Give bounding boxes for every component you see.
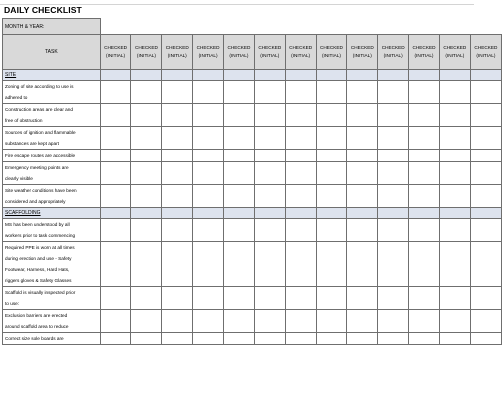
task-label <box>3 219 101 242</box>
checked-initial-header <box>285 35 316 70</box>
check-cell[interactable] <box>193 104 224 127</box>
task-text-line: around scaffold area to reduce <box>5 324 69 329</box>
check-cell[interactable] <box>316 333 347 345</box>
checked-initial-header <box>409 35 440 70</box>
check-cell[interactable] <box>100 150 131 162</box>
task-row <box>3 185 502 208</box>
header-row <box>3 35 502 70</box>
section-cell <box>409 70 440 81</box>
check-cell[interactable] <box>470 162 501 185</box>
check-cell[interactable] <box>254 219 285 242</box>
initial-label: (INITIAL) <box>167 53 187 58</box>
checked-label: CHECKED <box>258 45 282 50</box>
check-cell[interactable] <box>409 104 440 127</box>
checked-label: CHECKED <box>474 45 498 50</box>
check-cell[interactable] <box>285 104 316 127</box>
initial-label: (INITIAL) <box>445 53 465 58</box>
checked-initial-header <box>193 35 224 70</box>
check-cell[interactable] <box>378 127 409 150</box>
task-text-line: adhered to <box>5 95 28 100</box>
checked-initial-header <box>378 35 409 70</box>
checked-initial-header <box>316 35 347 70</box>
check-cell[interactable] <box>439 104 470 127</box>
section-row <box>3 70 502 81</box>
check-cell[interactable] <box>347 162 378 185</box>
section-cell <box>162 70 193 81</box>
check-cell[interactable] <box>285 127 316 150</box>
check-cell[interactable] <box>439 185 470 208</box>
check-cell[interactable] <box>439 310 470 333</box>
check-cell[interactable] <box>439 242 470 287</box>
check-cell[interactable] <box>162 242 193 287</box>
initial-label: (INITIAL) <box>291 53 311 58</box>
check-cell[interactable] <box>285 81 316 104</box>
check-cell[interactable] <box>285 333 316 345</box>
check-cell[interactable] <box>378 219 409 242</box>
task-text-line: Construction areas are clear and <box>5 107 74 112</box>
task-label <box>3 162 101 185</box>
check-cell[interactable] <box>409 287 440 310</box>
check-cell[interactable] <box>378 310 409 333</box>
checked-initial-header <box>131 35 162 70</box>
check-cell[interactable] <box>347 150 378 162</box>
check-cell[interactable] <box>439 287 470 310</box>
task-text-line: free of obstruction <box>5 118 43 123</box>
initial-label: (INITIAL) <box>260 53 280 58</box>
check-cell[interactable] <box>193 219 224 242</box>
check-cell[interactable] <box>439 81 470 104</box>
check-cell[interactable] <box>224 150 255 162</box>
section-cell <box>254 208 285 219</box>
task-text-line: Exclusion barriers are erected <box>5 313 68 318</box>
check-cell[interactable] <box>162 127 193 150</box>
checked-label: CHECKED <box>134 45 158 50</box>
check-cell[interactable] <box>100 185 131 208</box>
month-year-value-cell[interactable] <box>100 19 501 35</box>
task-text-line: considered and appropriately <box>5 199 66 204</box>
section-cell <box>347 70 378 81</box>
check-cell[interactable] <box>224 287 255 310</box>
check-cell[interactable] <box>254 185 285 208</box>
task-label <box>3 104 101 127</box>
check-cell[interactable] <box>193 162 224 185</box>
task-text-line: riggers gloves & Safety Glasses <box>5 278 72 283</box>
check-cell[interactable] <box>224 104 255 127</box>
check-cell[interactable] <box>224 333 255 345</box>
task-label <box>3 287 101 310</box>
section-cell <box>100 70 131 81</box>
checked-label: CHECKED <box>104 45 128 50</box>
task-label <box>3 185 101 208</box>
check-cell[interactable] <box>254 81 285 104</box>
check-cell[interactable] <box>409 242 440 287</box>
month-year-row <box>3 19 502 35</box>
task-text-line: MS has been understood by all <box>5 222 70 227</box>
section-cell <box>470 208 501 219</box>
month-year-label: MONTH & YEAR: <box>3 19 101 35</box>
check-cell[interactable] <box>470 104 501 127</box>
checked-label: CHECKED <box>165 45 189 50</box>
check-cell[interactable] <box>285 162 316 185</box>
check-cell[interactable] <box>347 104 378 127</box>
check-cell[interactable] <box>162 219 193 242</box>
section-cell <box>162 208 193 219</box>
check-cell[interactable] <box>254 310 285 333</box>
checked-initial-header <box>100 35 131 70</box>
check-cell[interactable] <box>316 81 347 104</box>
section-cell <box>409 208 440 219</box>
check-cell[interactable] <box>347 287 378 310</box>
checked-initial-header <box>439 35 470 70</box>
check-cell[interactable] <box>378 150 409 162</box>
task-text-line: substances are kept apart <box>5 141 59 146</box>
check-cell[interactable] <box>316 150 347 162</box>
check-cell[interactable] <box>316 127 347 150</box>
check-cell[interactable] <box>285 219 316 242</box>
checked-initial-header <box>224 35 255 70</box>
check-cell[interactable] <box>378 242 409 287</box>
check-cell[interactable] <box>409 127 440 150</box>
check-cell[interactable] <box>224 185 255 208</box>
task-text-line: Required PPE is worn at all times <box>5 245 75 250</box>
check-cell[interactable] <box>316 104 347 127</box>
check-cell[interactable] <box>254 127 285 150</box>
checked-initial-header <box>470 35 501 70</box>
check-cell[interactable] <box>193 127 224 150</box>
check-cell[interactable] <box>100 81 131 104</box>
check-cell[interactable] <box>378 162 409 185</box>
task-row <box>3 104 502 127</box>
check-cell[interactable] <box>470 310 501 333</box>
task-row <box>3 310 502 333</box>
section-cell <box>131 208 162 219</box>
check-cell[interactable] <box>409 185 440 208</box>
check-cell[interactable] <box>409 310 440 333</box>
checked-label: CHECKED <box>443 45 467 50</box>
checked-label: CHECKED <box>350 45 374 50</box>
check-cell[interactable] <box>100 219 131 242</box>
check-cell[interactable] <box>378 287 409 310</box>
checked-initial-header <box>162 35 193 70</box>
task-label <box>3 242 101 287</box>
section-cell <box>378 208 409 219</box>
check-cell[interactable] <box>224 242 255 287</box>
check-cell[interactable] <box>254 104 285 127</box>
check-cell[interactable] <box>439 162 470 185</box>
check-cell[interactable] <box>470 242 501 287</box>
section-cell <box>378 70 409 81</box>
task-text-line: to use: <box>5 301 20 306</box>
check-cell[interactable] <box>131 104 162 127</box>
check-cell[interactable] <box>193 81 224 104</box>
check-cell[interactable] <box>162 162 193 185</box>
check-cell[interactable] <box>100 104 131 127</box>
check-cell[interactable] <box>193 333 224 345</box>
check-cell[interactable] <box>316 287 347 310</box>
task-text-line: Zoning of site according to use is <box>5 84 74 89</box>
task-text-line: Correct size sole boards are <box>5 336 64 341</box>
check-cell[interactable] <box>254 150 285 162</box>
section-cell <box>439 208 470 219</box>
task-text-line: Site weather conditions have been <box>5 188 77 193</box>
check-cell[interactable] <box>100 127 131 150</box>
initial-label: (INITIAL) <box>229 53 249 58</box>
check-cell[interactable] <box>131 242 162 287</box>
task-label <box>3 310 101 333</box>
check-cell[interactable] <box>378 185 409 208</box>
check-cell[interactable] <box>224 162 255 185</box>
task-row <box>3 81 502 104</box>
check-cell[interactable] <box>470 185 501 208</box>
initial-label: (INITIAL) <box>198 53 218 58</box>
checked-label: CHECKED <box>320 45 343 50</box>
task-row <box>3 242 502 287</box>
initial-label: (INITIAL) <box>476 53 496 58</box>
initial-label: (INITIAL) <box>414 53 434 58</box>
check-cell[interactable] <box>131 150 162 162</box>
initial-label: (INITIAL) <box>321 53 341 58</box>
task-text-line: Emergency meeting points are <box>5 165 69 170</box>
check-cell[interactable] <box>347 127 378 150</box>
task-row <box>3 162 502 185</box>
task-label <box>3 333 101 345</box>
check-cell[interactable] <box>254 287 285 310</box>
check-cell[interactable] <box>470 81 501 104</box>
initial-label: (INITIAL) <box>136 53 156 58</box>
section-cell <box>347 208 378 219</box>
check-cell[interactable] <box>470 333 501 345</box>
initial-label: (INITIAL) <box>352 53 372 58</box>
check-cell[interactable] <box>193 150 224 162</box>
check-cell[interactable] <box>285 287 316 310</box>
task-header: TASK <box>3 35 101 70</box>
check-cell[interactable] <box>100 333 131 345</box>
initial-label: (INITIAL) <box>383 53 403 58</box>
check-cell[interactable] <box>131 81 162 104</box>
check-cell[interactable] <box>131 333 162 345</box>
section-name: SITE <box>3 70 101 81</box>
checklist-table <box>2 18 502 345</box>
check-cell[interactable] <box>131 310 162 333</box>
check-cell[interactable] <box>285 150 316 162</box>
check-cell[interactable] <box>131 287 162 310</box>
check-cell[interactable] <box>162 333 193 345</box>
check-cell[interactable] <box>347 81 378 104</box>
check-cell[interactable] <box>100 310 131 333</box>
check-cell[interactable] <box>162 287 193 310</box>
check-cell[interactable] <box>224 310 255 333</box>
check-cell[interactable] <box>439 127 470 150</box>
check-cell[interactable] <box>347 242 378 287</box>
section-cell <box>254 70 285 81</box>
check-cell[interactable] <box>285 310 316 333</box>
section-cell <box>316 70 347 81</box>
task-text-line: during erection and use - Safety <box>5 256 72 261</box>
section-cell <box>439 70 470 81</box>
check-cell[interactable] <box>347 185 378 208</box>
checked-initial-header <box>347 35 378 70</box>
check-cell[interactable] <box>254 333 285 345</box>
check-cell[interactable] <box>193 287 224 310</box>
task-label <box>3 127 101 150</box>
check-cell[interactable] <box>254 162 285 185</box>
check-cell[interactable] <box>347 219 378 242</box>
section-cell <box>316 208 347 219</box>
check-cell[interactable] <box>409 333 440 345</box>
task-text-line: Scaffold is visually inspected prior <box>5 290 76 295</box>
check-cell[interactable] <box>316 162 347 185</box>
check-cell[interactable] <box>162 185 193 208</box>
task-row <box>3 287 502 310</box>
initial-label: (INITIAL) <box>106 53 126 58</box>
check-cell[interactable] <box>316 310 347 333</box>
check-cell[interactable] <box>131 162 162 185</box>
check-cell[interactable] <box>285 185 316 208</box>
task-row <box>3 219 502 242</box>
check-cell[interactable] <box>470 150 501 162</box>
check-cell[interactable] <box>162 81 193 104</box>
check-cell[interactable] <box>316 185 347 208</box>
section-cell <box>285 208 316 219</box>
task-row <box>3 333 502 345</box>
task-text-line: workers prior to task commencing <box>5 233 76 238</box>
checklist-title: DAILY CHECKLIST <box>4 5 82 15</box>
checked-label: CHECKED <box>227 45 251 50</box>
checked-initial-header <box>254 35 285 70</box>
section-cell <box>193 70 224 81</box>
check-cell[interactable] <box>131 127 162 150</box>
task-row <box>3 127 502 150</box>
checked-label: CHECKED <box>381 45 405 50</box>
check-cell[interactable] <box>224 81 255 104</box>
section-cell <box>285 70 316 81</box>
check-cell[interactable] <box>224 219 255 242</box>
check-cell[interactable] <box>193 185 224 208</box>
task-text-line: Footwear, Harness, Hard Hats, <box>5 267 70 272</box>
check-cell[interactable] <box>254 242 285 287</box>
check-cell[interactable] <box>347 310 378 333</box>
section-row <box>3 208 502 219</box>
check-cell[interactable] <box>316 242 347 287</box>
check-cell[interactable] <box>193 310 224 333</box>
section-cell <box>224 208 255 219</box>
check-cell[interactable] <box>470 287 501 310</box>
check-cell[interactable] <box>100 287 131 310</box>
check-cell[interactable] <box>470 127 501 150</box>
check-cell[interactable] <box>409 219 440 242</box>
check-cell[interactable] <box>162 310 193 333</box>
task-text-line: clearly visible <box>5 176 33 181</box>
check-cell[interactable] <box>131 185 162 208</box>
checked-label: CHECKED <box>412 45 436 50</box>
check-cell[interactable] <box>439 333 470 345</box>
check-cell[interactable] <box>409 162 440 185</box>
check-cell[interactable] <box>409 150 440 162</box>
check-cell[interactable] <box>285 242 316 287</box>
task-text-line: Sources of ignition and flammable <box>5 130 76 135</box>
section-cell <box>100 208 131 219</box>
task-label <box>3 81 101 104</box>
check-cell[interactable] <box>439 219 470 242</box>
check-cell[interactable] <box>470 219 501 242</box>
check-cell[interactable] <box>378 333 409 345</box>
check-cell[interactable] <box>193 242 224 287</box>
check-cell[interactable] <box>378 104 409 127</box>
check-cell[interactable] <box>439 150 470 162</box>
check-cell[interactable] <box>378 81 409 104</box>
check-cell[interactable] <box>224 127 255 150</box>
section-name: SCAFFOLDING <box>3 208 101 219</box>
task-row <box>3 150 502 162</box>
checked-label: CHECKED <box>289 45 313 50</box>
task-text-line: Fire escape routes are accessible <box>5 153 76 158</box>
check-cell[interactable] <box>347 333 378 345</box>
check-cell[interactable] <box>100 162 131 185</box>
section-cell <box>224 70 255 81</box>
check-cell[interactable] <box>316 219 347 242</box>
check-cell[interactable] <box>162 150 193 162</box>
check-cell[interactable] <box>100 242 131 287</box>
section-cell <box>470 70 501 81</box>
check-cell[interactable] <box>162 104 193 127</box>
section-cell <box>193 208 224 219</box>
section-cell <box>131 70 162 81</box>
check-cell[interactable] <box>131 219 162 242</box>
check-cell[interactable] <box>409 81 440 104</box>
task-label <box>3 150 101 162</box>
checked-label: CHECKED <box>196 45 220 50</box>
